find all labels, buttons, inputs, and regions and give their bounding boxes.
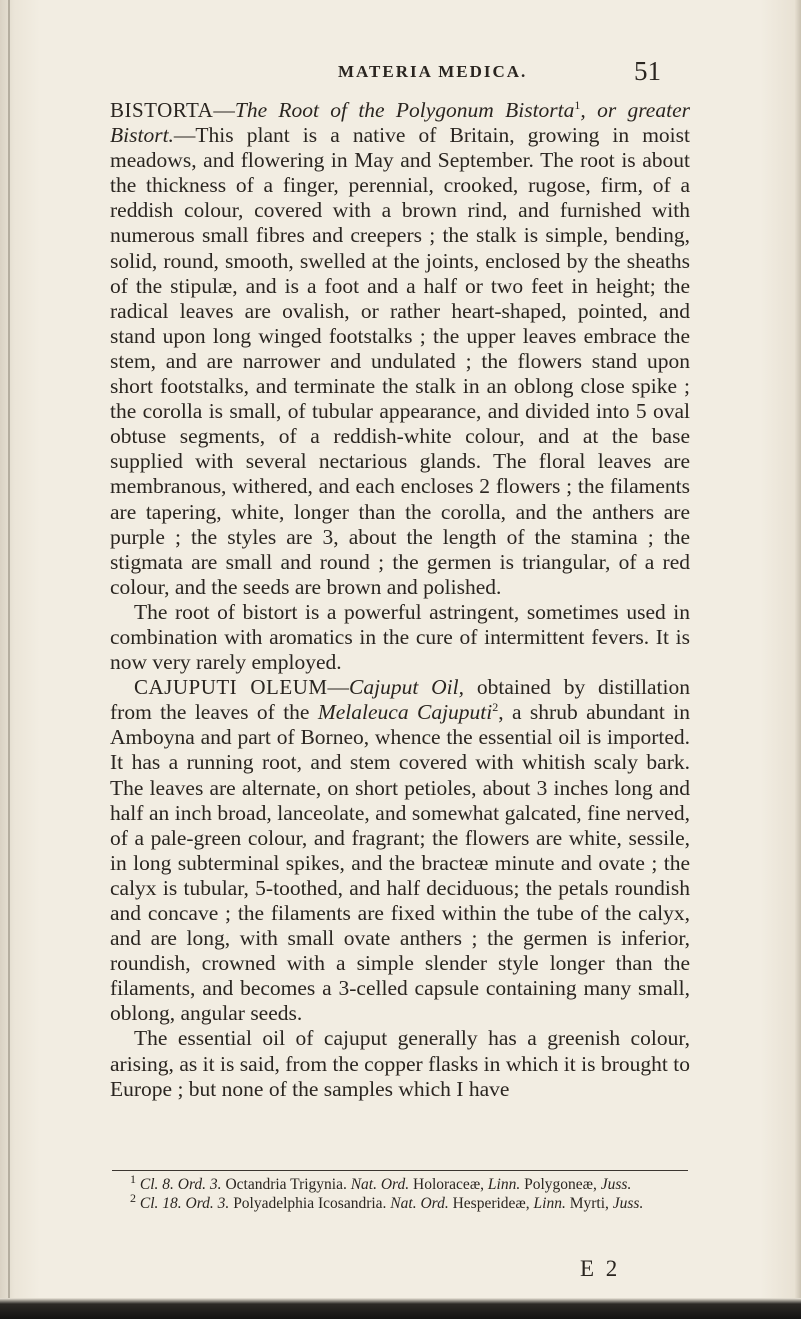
entry-description: , a shrub abundant in Amboyna and part of Borneo, whence the essential oil is imported. It has a running root, and stem covered with whitish scaly bark. The leaves are alternate, on short petioles, about 3 inches long and half an inch broad, lanceolate, and somewhat galcated, fine nerved, of a pale-green colour, and fragrant; the flowers are white, sessile, in long subterminal spikes, and the bracteæ minute and ovate ; the calyx is tubular, 5-toothed, and half deciduous; the petals roundish and concave ; the filaments are fixed within the tube of the calyx, and are long, with small ovate anthers ; the germen is inferior, roundish, crowned with a simple slender style longer than the filaments, and becomes a 3-celled capsule containing many small, oblong, angular seeds.	[110, 700, 691, 1026]
cajuputi-oil: The essential oil of cajuput generally has a greenish colour, arising, as it is said, from the copper flasks in which it is brought to Europe ; but none of the samples which I have	[110, 1026, 690, 1101]
species-name: Melaleuca Cajuputi	[317, 700, 493, 725]
binding-gutter	[8, 0, 10, 1319]
footnote-ref: 2	[492, 700, 499, 715]
entry-description: —This plant is a native of Britain, growing in moist meadows, and flowering in May and September. The root is about the thickness of a finger, perennial, crooked, rugose, firm, of a reddish colour, covered with a brown rind, and furnished with numerous small fibres and creepers ; the stalk is simple, bending, solid, round, smooth, swelled at the joints, enclosed by the sheaths of the stipulæ, and is a foot and a half or two feet in height; the radical leaves are ovalish, or rather heart-shaped, pointed, and stand upon long winged footstalks ; the upper leaves embrace the stem, and are narrower and undulated ; the flowers stand upon short footstalks, and terminate the stalk in an oblong close spike ; the corolla is small, of tubular appearance, and divided into 5 oval obtuse segments, of a reddish-white colour, and at the base supplied with several nectarious glands. The floral leaves are membranous, withered, and each encloses 2 flowers ; the filaments are tapering, white, longer than the corolla, and the anthers are purple ; the styles are 3, about the length of the stamina ; the stigmata are small and round ; the germen is triangular, of a red colour, and the seeds are brown and polished.	[110, 123, 690, 599]
footnotes	[110, 1171, 690, 1213]
footnote-ref: 1	[574, 97, 581, 112]
entry-subtitle: Cajuput Oil,	[349, 675, 465, 700]
footnote: $^2$ Cl. 18. Ord. 3. Polyadelphia Icosandria. Nat. Ord. Hesperideæ, Linn. Myrti, Juss.	[130, 1190, 644, 1212]
bistorta-entry	[110, 98, 690, 600]
entry-heading: CAJUPUTI OLEUM	[134, 675, 328, 700]
entry-text: obtained by distillation from the leaves of the	[110, 675, 690, 725]
footnote-mark: 2	[130, 1190, 136, 1205]
dash: —	[213, 98, 235, 122]
entry-heading: BISTORTA	[110, 98, 214, 122]
running-head	[0, 58, 801, 88]
scan-bottom-edge	[0, 1298, 801, 1319]
body-text	[110, 98, 690, 1102]
footnote-rule	[112, 1170, 688, 1171]
page-edge	[795, 0, 801, 1319]
entry-subtitle: The Root of the Polygonum Bistorta	[234, 98, 575, 122]
page-number: 51	[634, 56, 661, 86]
cajuputi-entry	[110, 675, 690, 1026]
entry-subtitle-cont: , or greater Bistort.	[110, 98, 690, 148]
signature-mark: E 2	[580, 1256, 621, 1281]
bistorta-usage: The root of bistort is a powerful astringent, sometimes used in combination with aromatics in the cure of intermittent fevers. It is now very rarely employed.	[110, 599, 690, 675]
dash: —	[327, 675, 350, 700]
footnote-mark: 1	[130, 1171, 136, 1186]
footnote: $^1$ Cl. 8. Ord. 3. Octandria Trigynia. Nat. Ord. Holoraceæ, Linn. Polygoneæ, Juss.	[130, 1171, 632, 1193]
running-title: MATERIA MEDICA.	[338, 62, 528, 81]
